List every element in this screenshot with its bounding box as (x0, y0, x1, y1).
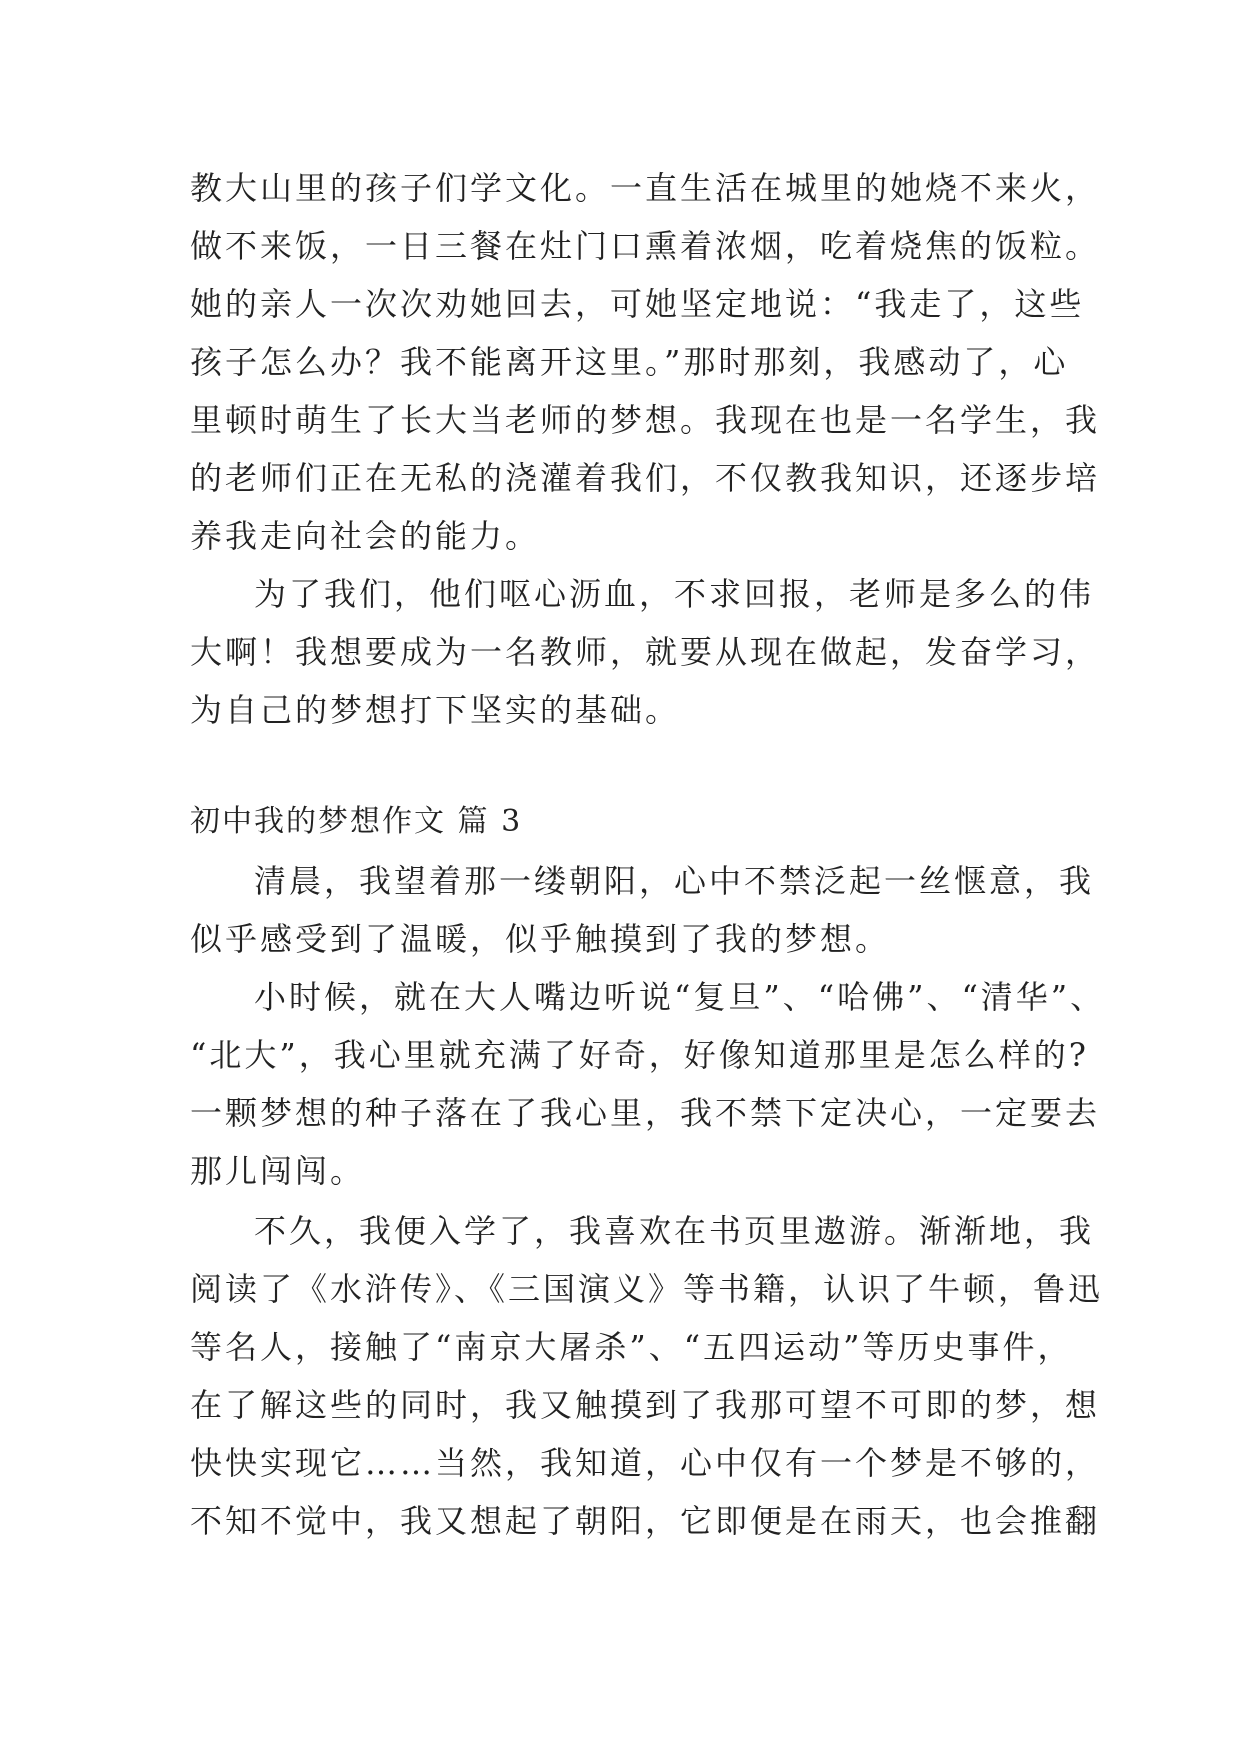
text-line: 教大山里的孩子们学文化。一直生活在城里的她烧不来火， (190, 169, 1101, 207)
text-line: 不久，我便入学了，我喜欢在书页里遨游。渐渐地，我 (254, 1212, 1095, 1250)
text-line: 似乎感受到了温暖，似乎触摸到了我的梦想。 (190, 920, 891, 958)
text-line: 那儿闯闯。 (190, 1152, 366, 1190)
text-line: 她的亲人一次次劝她回去，可她坚定地说：“我走了，这些 (190, 285, 1085, 323)
text-line: “北大”，我心里就充满了好奇，好像知道那里是怎么样的? (190, 1036, 1089, 1074)
text-line: 做不来饭，一日三餐在灶门口熏着浓烟，吃着烧焦的饭粒。 (190, 227, 1101, 265)
text-line: 在了解这些的同时，我又触摸到了我那可望不可即的梦，想 (190, 1386, 1101, 1424)
text-line: 快快实现它……当然，我知道，心中仅有一个梦是不够的， (190, 1444, 1101, 1482)
text-line: 养我走向社会的能力。 (190, 517, 541, 555)
text-line: 一颗梦想的种子落在了我心里，我不禁下定决心，一定要去 (190, 1094, 1101, 1132)
text-line: 阅读了《水浒传》、《三国演义》等书籍，认识了牛顿，鲁迅 (190, 1270, 1104, 1308)
section-title: 初中我的梦想作文 篇 3 (190, 804, 523, 839)
text-line: 不知不觉中，我又想起了朝阳，它即便是在雨天，也会推翻 (190, 1502, 1101, 1540)
text-line: 清晨，我望着那一缕朝阳，心中不禁泛起一丝惬意，我 (254, 862, 1095, 900)
text-line: 孩子怎么办？我不能离开这里。”那时那刻，我感动了，心 (190, 343, 1069, 381)
text-line: 里顿时萌生了长大当老师的梦想。我现在也是一名学生，我 (190, 401, 1101, 439)
text-line: 大啊！我想要成为一名教师，就要从现在做起，发奋学习， (190, 633, 1101, 671)
text-line: 等名人，接触了“南京大屠杀”、“五四运动”等历史事件， (190, 1328, 1073, 1366)
text-line: 小时候，就在大人嘴边听说“复旦”、“哈佛”、“清华”、 (254, 978, 1106, 1016)
text-line: 为自己的梦想打下坚实的基础。 (190, 691, 681, 729)
text-line: 的老师们正在无私的浇灌着我们，不仅教我知识，还逐步培 (190, 459, 1101, 497)
text-line: 为了我们，他们呕心沥血，不求回报，老师是多么的伟 (254, 575, 1095, 613)
